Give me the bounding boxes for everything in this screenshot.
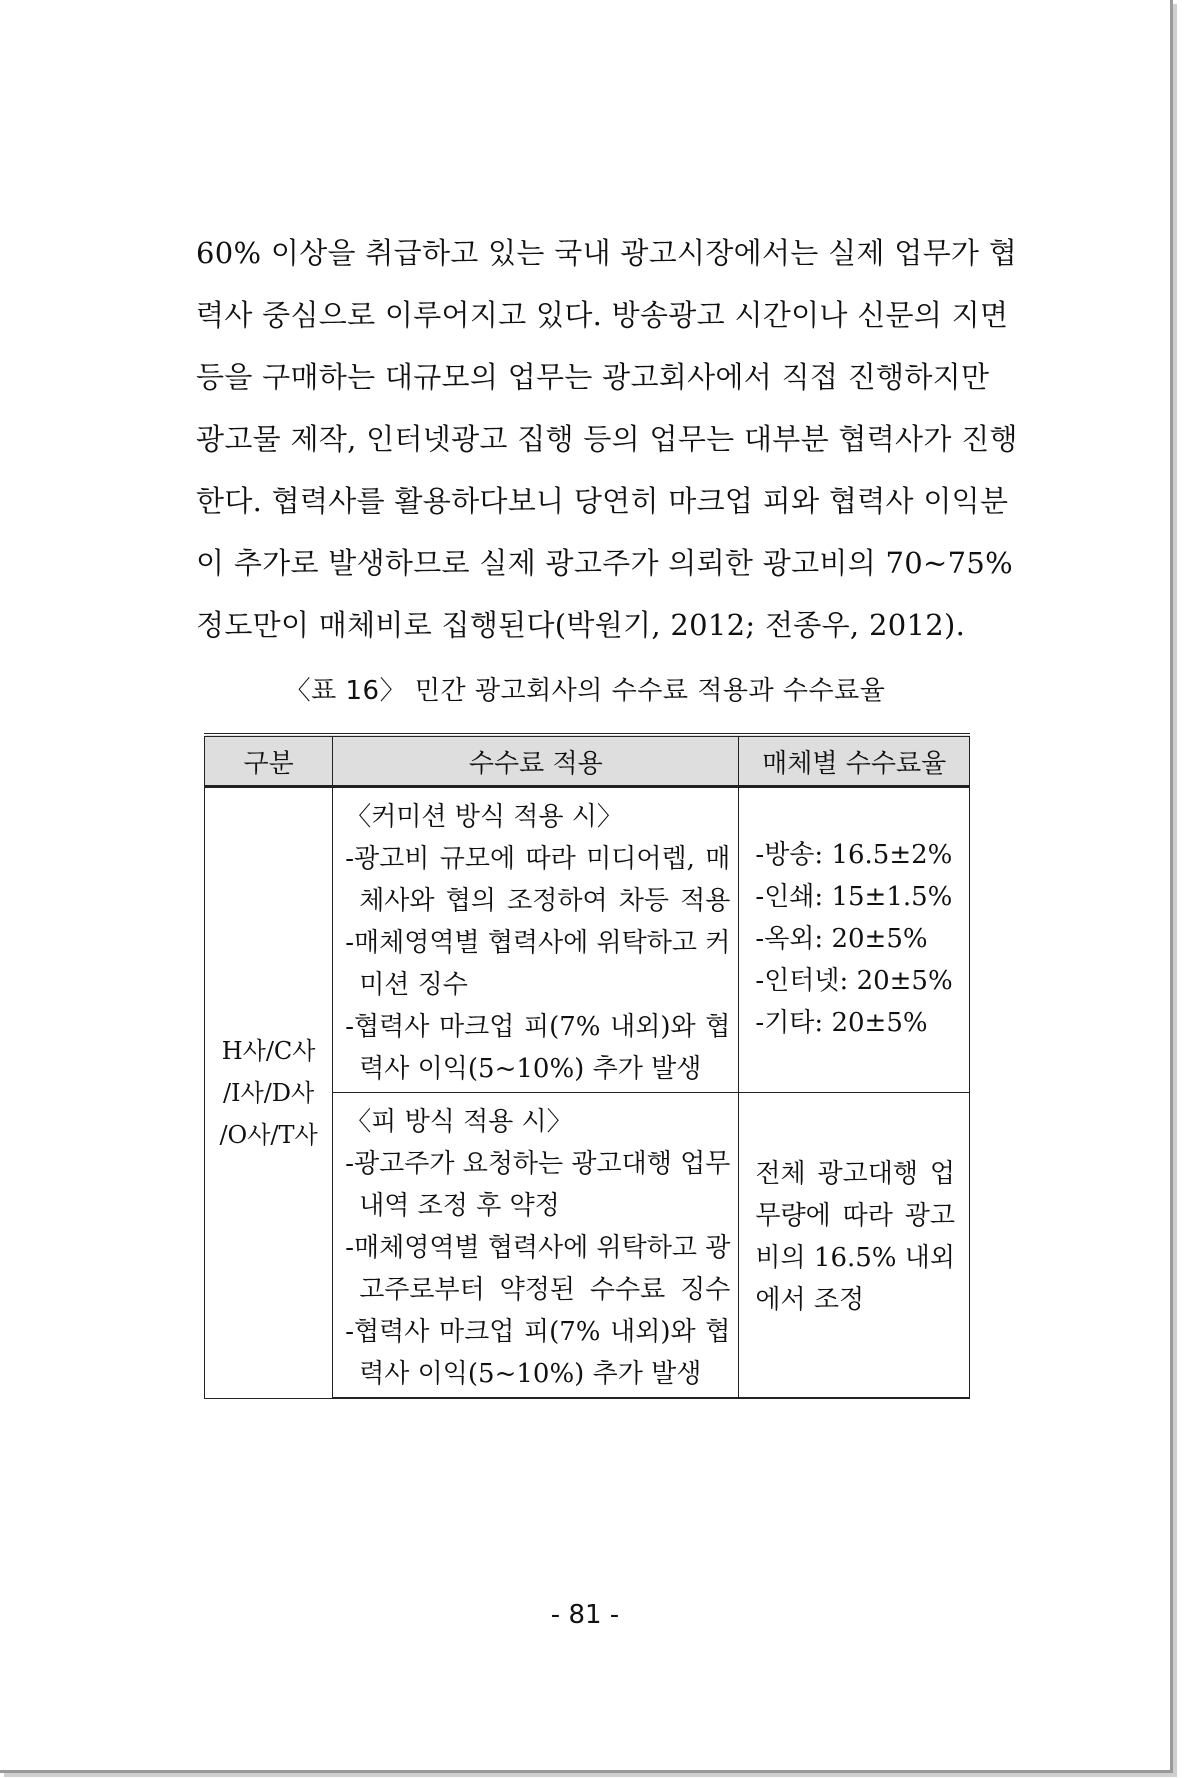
fee-line: -협력사 마크업 피(7% 내외)와 협 bbox=[345, 1317, 731, 1347]
commission-line: 미션 징수 bbox=[359, 970, 468, 1000]
header-category: 구분 bbox=[205, 735, 333, 787]
table-row-commission bbox=[205, 787, 970, 1093]
company-line: /O사/T사 bbox=[219, 1120, 318, 1149]
fee-line: 〈피 방식 적용 시〉 bbox=[345, 1107, 573, 1137]
fee-line: -광고주가 요청하는 광고대행 업무 bbox=[345, 1149, 731, 1179]
company-cell bbox=[205, 787, 333, 1399]
company-line: H사/C사 bbox=[221, 1036, 316, 1065]
media-rate-line: -방송: 16.5±2% bbox=[755, 840, 953, 870]
commission-line: -광고비 규모에 따라 미디어렙, 매 bbox=[345, 844, 731, 874]
fee-line: 력사 이익(5~10%) 추가 발생 bbox=[359, 1359, 702, 1389]
header-media-rate: 매체별 수수료율 bbox=[739, 735, 970, 787]
media-rate-line: -기타: 20±5% bbox=[755, 1008, 928, 1038]
commission-line: 〈커미션 방식 적용 시〉 bbox=[345, 802, 623, 832]
paragraph-line: 력사 중심으로 이루어지고 있다. 방송광고 시간이나 신문의 지면 bbox=[196, 298, 1009, 332]
fee-note-line: 비의 16.5% 내외 bbox=[755, 1243, 955, 1273]
fee-method-cell bbox=[333, 1093, 739, 1399]
body-paragraph bbox=[196, 222, 1018, 656]
paragraph-line: 광고물 제작, 인터넷광고 집행 등의 업무는 대부분 협력사가 진행 bbox=[196, 422, 1018, 456]
commission-line: -협력사 마크업 피(7% 내외)와 협 bbox=[345, 1012, 731, 1042]
paragraph-line: 한다. 협력사를 활용하다보니 당연히 마크업 피와 협력사 이익분 bbox=[196, 484, 1009, 518]
header-fee-application: 수수료 적용 bbox=[333, 735, 739, 787]
media-rate-line: -옥외: 20±5% bbox=[755, 924, 928, 954]
fee-note-line: 전체 광고대행 업 bbox=[755, 1159, 955, 1189]
commission-table bbox=[204, 733, 970, 1399]
media-rate-cell bbox=[739, 787, 970, 1093]
commission-line: 력사 이익(5~10%) 추가 발생 bbox=[359, 1054, 702, 1084]
fee-note-cell bbox=[739, 1093, 970, 1399]
page-number: - 81 - bbox=[550, 1600, 620, 1630]
company-line: /I사/D사 bbox=[222, 1078, 315, 1107]
paragraph-line: 60% 이상을 취급하고 있는 국내 광고시장에서는 실제 업무가 협 bbox=[196, 236, 1018, 270]
commission-method-cell bbox=[333, 787, 739, 1093]
fee-note-line: 에서 조정 bbox=[755, 1285, 865, 1315]
fee-line: -매체영역별 협력사에 위탁하고 광 bbox=[345, 1233, 731, 1263]
commission-line: -매체영역별 협력사에 위탁하고 커 bbox=[345, 928, 731, 958]
media-rate-line: -인쇄: 15±1.5% bbox=[755, 882, 953, 912]
media-rate-line: -인터넷: 20±5% bbox=[755, 966, 953, 996]
paragraph-line: 등을 구매하는 대규모의 업무는 광고회사에서 직접 진행하지만 bbox=[196, 360, 990, 394]
table-caption: 〈표 16〉 민간 광고회사의 수수료 적용과 수수료율 bbox=[284, 676, 886, 706]
paragraph-line: 이 추가로 발생하므로 실제 광고주가 의뢰한 광고비의 70~75% bbox=[196, 546, 1013, 580]
paragraph-line: 정도만이 매체비로 집행된다(박원기, 2012; 전종우, 2012). bbox=[196, 608, 966, 642]
table-header-row bbox=[205, 735, 970, 787]
fee-line: 내역 조정 후 약정 bbox=[359, 1191, 560, 1221]
commission-line: 체사와 협의 조정하여 차등 적용 bbox=[359, 886, 731, 916]
fee-note-line: 무량에 따라 광고 bbox=[755, 1201, 955, 1231]
fee-line: 고주로부터 약정된 수수료 징수 bbox=[359, 1275, 731, 1305]
